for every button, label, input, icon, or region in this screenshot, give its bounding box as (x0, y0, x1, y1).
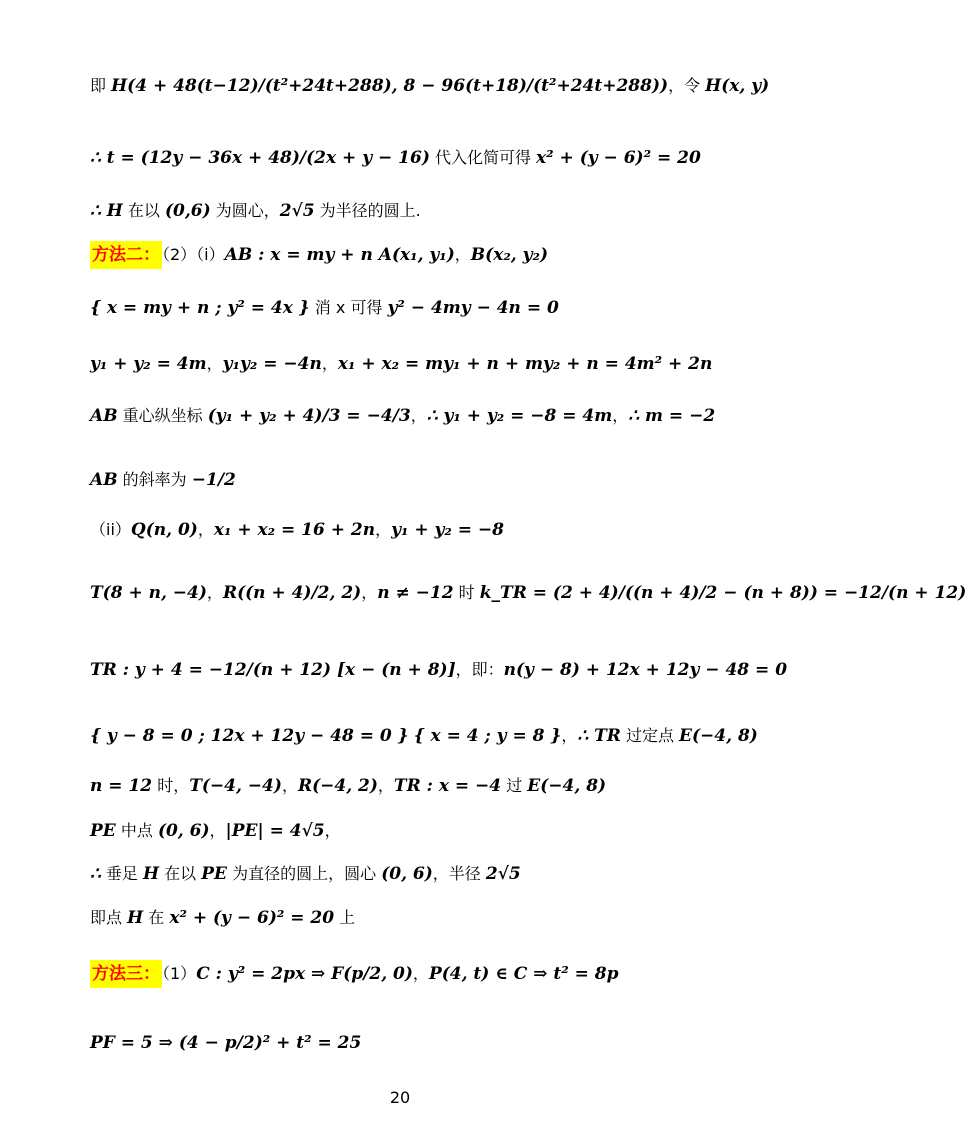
formula: (y₁ + y₂ + 4)/3 = −4/3 (207, 406, 411, 426)
formula: PE (201, 864, 228, 884)
text: ， (281, 776, 298, 795)
formula: n(y − 8) + 12x + 12y − 48 = 0 (503, 660, 788, 680)
formula: AB (90, 406, 118, 426)
formula: H (127, 908, 144, 928)
formula: (0,6) (164, 201, 211, 221)
formula: x² + (y − 6)² = 20 (169, 908, 335, 928)
formula: PE (90, 821, 116, 841)
method-2-label: 方法二： (90, 241, 162, 269)
text: ， (361, 583, 378, 602)
text: 时， (152, 776, 190, 795)
formula: n = 12 (90, 776, 153, 796)
text: 时 (453, 583, 480, 602)
formula: E(−4, 8) (679, 726, 758, 746)
text: 即点 (90, 908, 128, 927)
line-15 (90, 866, 521, 883)
formula: x² + (y − 6)² = 20 (536, 148, 701, 168)
system-of-equations: { x = 4 ; y = 8 } (413, 726, 562, 746)
formula: 2√5 (485, 864, 521, 884)
formula: H(x, y) (705, 76, 770, 96)
line-4 (90, 247, 548, 264)
formula: PF = 5 ⇒ (4 − p/2)² + t² = 25 (90, 1033, 362, 1053)
line-10 (90, 585, 966, 602)
text: ，令 (668, 76, 706, 95)
formula: AB : x = my + n A(x₁, y₁) (224, 245, 455, 265)
text: 在以 (159, 864, 202, 883)
line-16 (90, 910, 355, 927)
formula: C : y² = 2px ⇒ F(p/2, 0) (196, 964, 413, 984)
formula: |PE| = 4√5 (225, 821, 325, 841)
line-9 (90, 522, 504, 539)
text: 的斜率为 (117, 470, 192, 489)
formula: ∴ t = (12y − 36x + 48)/(2x + y − 16) (90, 148, 430, 168)
text: ， (454, 245, 471, 264)
formula: T(8 + n, −4) (90, 583, 207, 603)
text: ， (612, 406, 629, 425)
text: 为半径的圆上. (314, 201, 421, 220)
formula: ∴ TR (577, 726, 621, 746)
text: 过定点 (620, 726, 680, 745)
text: 上 (334, 908, 356, 927)
formula: Q(n, 0) (130, 520, 198, 540)
method-3-label: 方法三： (90, 960, 162, 988)
text: ， (324, 821, 341, 840)
system-of-equations: { x = my + n ; y² = 4x } (90, 298, 310, 318)
formula: 2√5 (279, 201, 315, 221)
formula: AB (90, 470, 118, 490)
text: 为圆心， (210, 201, 280, 220)
formula: P(4, t) ∈ C ⇒ t² = 8p (428, 964, 619, 984)
text: 中点 (115, 821, 158, 840)
line-3 (90, 203, 421, 220)
formula: (0, 6) (157, 821, 210, 841)
text: ， (377, 776, 394, 795)
text: 在 (143, 908, 170, 927)
formula: y₁y₂ = −4n (222, 354, 322, 374)
line-12 (90, 728, 758, 745)
text: 为直径的圆上，圆心 (227, 864, 382, 883)
formula: (0, 6) (381, 864, 433, 884)
line-2 (90, 150, 701, 167)
line-1 (90, 78, 769, 95)
formula: ∴ (90, 864, 101, 884)
text: ， (410, 406, 427, 425)
page-number: 20 (389, 1088, 411, 1107)
line-5 (90, 300, 559, 317)
line-8 (90, 472, 236, 489)
line-7 (90, 408, 715, 425)
formula: y₁ + y₂ = −8 (391, 520, 505, 540)
text: ，即： (455, 660, 504, 679)
text: ， (206, 583, 223, 602)
formula: TR : x = −4 (393, 776, 502, 796)
line-18 (90, 1035, 361, 1052)
formula: y₁ + y₂ = 4m (90, 354, 207, 374)
formula: R((n + 4)/2, 2) (222, 583, 362, 603)
formula: x₁ + x₂ = my₁ + n + my₂ + n = 4m² + 2n (337, 354, 713, 374)
line-17 (90, 966, 618, 983)
text: ， (197, 520, 214, 539)
formula: y² − 4my − 4n = 0 (387, 298, 559, 318)
formula: n ≠ −12 (377, 583, 454, 603)
text: ， (209, 821, 226, 840)
formula: x₁ + x₂ = 16 + 2n (213, 520, 376, 540)
text: 垂足 (100, 864, 144, 883)
text: （ii） (90, 520, 131, 539)
formula: TR : y + 4 = −12/(n + 12) [x − (n + 8)] (90, 660, 456, 680)
formula: H(4 + 48(t−12)/(t²+24t+288), 8 − 96(t+18)/(t²+24t+288)) (111, 76, 669, 96)
text: 在以 (122, 201, 165, 220)
text: （1） (162, 964, 197, 983)
formula: H (143, 864, 160, 884)
text: ， (206, 354, 223, 373)
formula: E(−4, 8) (527, 776, 607, 796)
text: 代入化简可得 (429, 148, 537, 167)
system-of-equations: { y − 8 = 0 ; 12x + 12y − 48 = 0 } (90, 726, 409, 746)
text: ， (412, 964, 429, 983)
formula: ∴ y₁ + y₂ = −8 = 4m (426, 406, 613, 426)
text: ， (375, 520, 392, 539)
text: ， (561, 726, 578, 745)
formula: T(−4, −4) (189, 776, 282, 796)
line-13 (90, 778, 606, 795)
formula: k_TR = (2 + 4)/((n + 4)/2 − (n + 8)) = −12/(n + 12) (479, 583, 966, 603)
line-6 (90, 356, 712, 373)
line-14 (90, 823, 341, 840)
formula: ∴ H (90, 201, 123, 221)
text: （2）（i） (162, 245, 225, 264)
text: ，半径 (432, 864, 486, 883)
text: ， (321, 354, 338, 373)
text: 过 (501, 776, 528, 795)
line-11 (90, 662, 787, 679)
formula: ∴ m = −2 (628, 406, 716, 426)
formula: B(x₂, y₂) (470, 245, 548, 265)
text: 即 (90, 76, 112, 95)
text: 消 x 可得 (309, 298, 388, 317)
text: 重心纵坐标 (117, 406, 208, 425)
formula: R(−4, 2) (297, 776, 378, 796)
formula: −1/2 (191, 470, 236, 490)
